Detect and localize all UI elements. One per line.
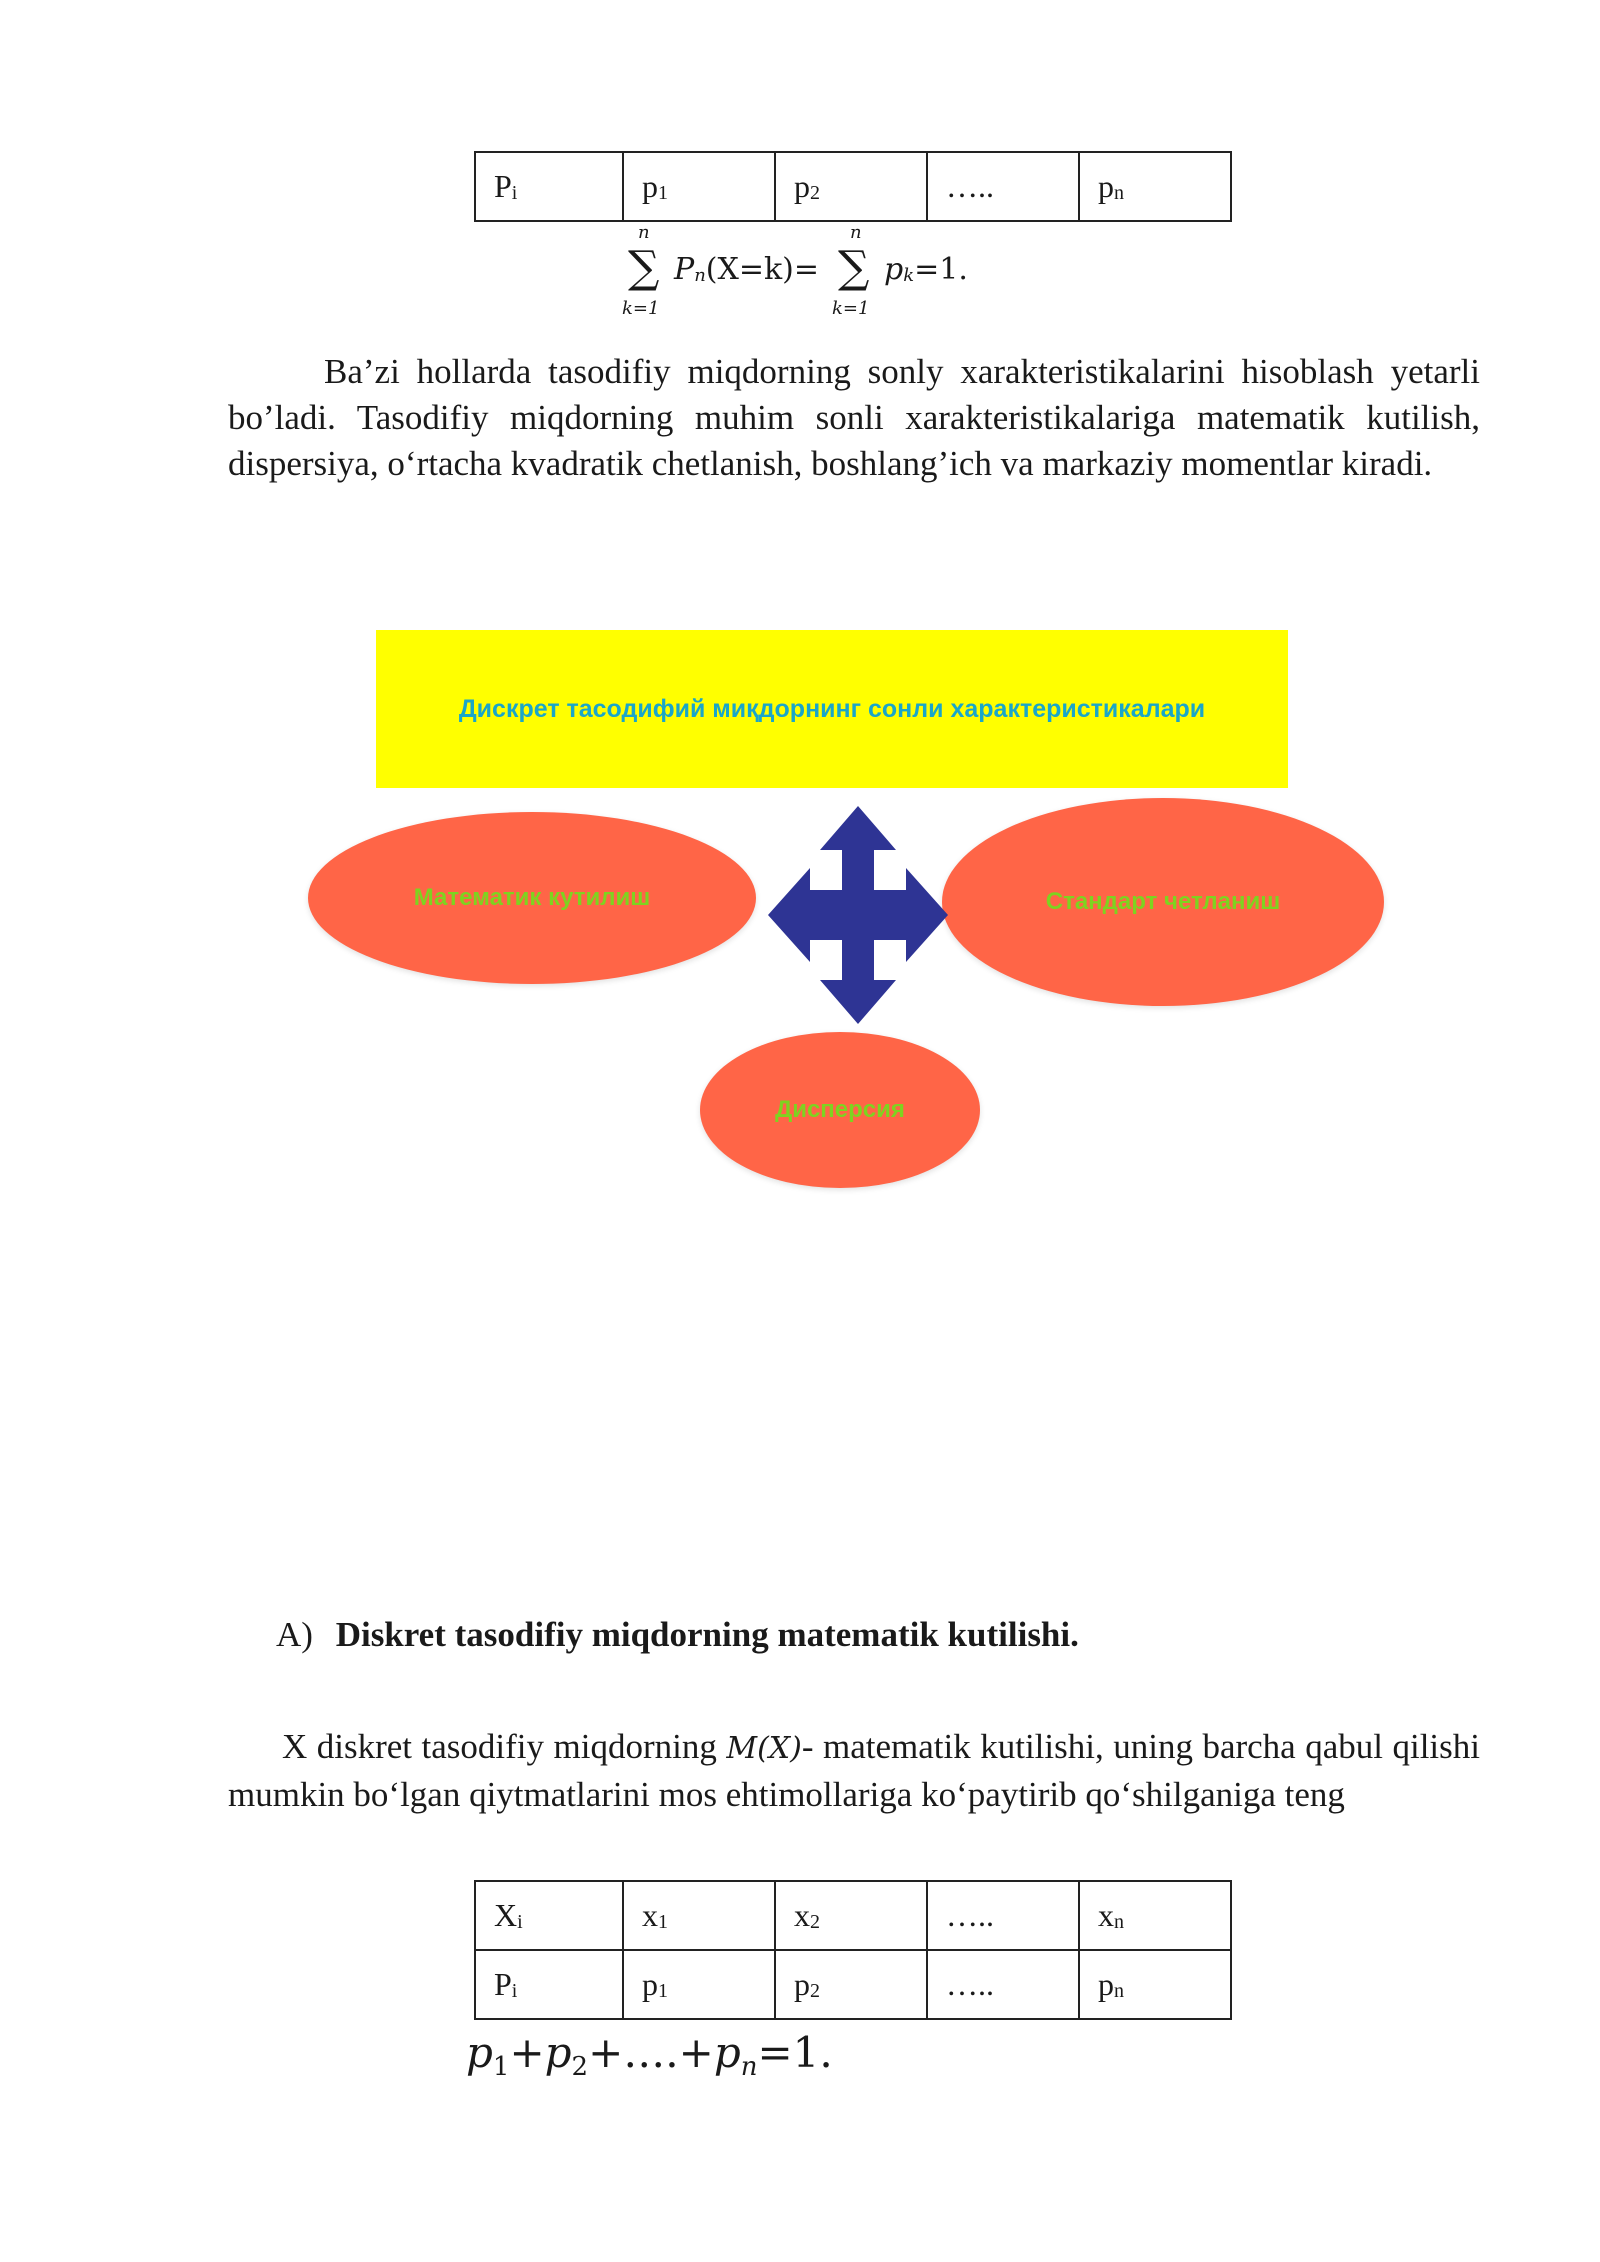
sum-lower-limit: k=1 <box>622 298 660 319</box>
table-cell: ….. <box>927 1950 1079 2019</box>
table-cell: x2 <box>775 1881 927 1950</box>
table-row <box>475 152 1231 221</box>
probability-table-top <box>474 151 1232 222</box>
table-cell: pn <box>1079 152 1231 221</box>
section-heading <box>276 1615 1079 1655</box>
row-label: Xi <box>475 1881 623 1950</box>
diagram-title: Дискрет тасодифий миқдорнинг сонли характеристикалари <box>458 694 1206 723</box>
math-expression: M(X) <box>726 1731 802 1766</box>
paragraph-numeric-characteristics: Ba’zi hollarda tasodifiy miqdorning sonly xarakteristikalarini hisoblash yetarli bo’ladi. Tasodifiy miqdorning muhim sonli xarakteristikalariga matematik kutilish, dispersiya, o‘rtacha kvadratik chetlanish, boshlang’ich va markaziy momentlar kiradi. <box>228 352 1480 483</box>
oval-standard-deviation <box>942 798 1384 1006</box>
table-cell: p1 <box>623 152 775 221</box>
diagram-title-banner <box>376 630 1288 788</box>
sigma-icon: ∑ <box>628 242 660 293</box>
paragraph-expectation-definition: X diskret tasodifiy miqdorning M(X)- matematik kutilishi, uning barcha qabul qilishi mumkin bo‘lgan qiytmatlarini mos ehtimollariga ko‘paytirib qo‘shilganiga teng <box>228 1727 1480 1814</box>
heading-text: Diskret tasodifiy miqdorning matematik kutilishi. <box>335 1615 1079 1654</box>
oval-mathematical-expectation <box>308 812 756 984</box>
oval-label: Стандарт четланиш <box>1045 888 1281 915</box>
oval-label: Дисперсия <box>775 1096 905 1123</box>
formula-term: pk=1. <box>884 252 968 287</box>
four-way-arrow-icon <box>768 806 948 1024</box>
table-cell: p2 <box>775 152 927 221</box>
table-cell: p1 <box>623 1950 775 2019</box>
sum-formula <box>620 222 980 322</box>
row-label: Pi <box>475 152 623 221</box>
table-cell: pn <box>1079 1950 1231 2019</box>
table-cell: xn <box>1079 1881 1231 1950</box>
oval-dispersion <box>700 1032 980 1188</box>
table-cell: ….. <box>927 1881 1079 1950</box>
table-row <box>475 1881 1231 1950</box>
row-label: Pi <box>475 1950 623 2019</box>
formula-term: Pn(X=k)= <box>674 252 819 287</box>
table-cell: ….. <box>927 152 1079 221</box>
oval-label: Математик кутилиш <box>413 884 651 911</box>
table-cell: p2 <box>775 1950 927 2019</box>
table-row <box>475 1950 1231 2019</box>
sum-upper-limit: n <box>638 222 650 243</box>
table-cell: x1 <box>623 1881 775 1950</box>
heading-marker: A) <box>276 1615 313 1654</box>
probability-sum-formula: p1+p2+….+pn=1. <box>466 2028 833 2082</box>
sum-upper-limit: n <box>850 222 862 243</box>
distribution-table <box>474 1880 1232 2020</box>
sum-lower-limit: k=1 <box>832 298 870 319</box>
sigma-icon: ∑ <box>838 242 870 293</box>
